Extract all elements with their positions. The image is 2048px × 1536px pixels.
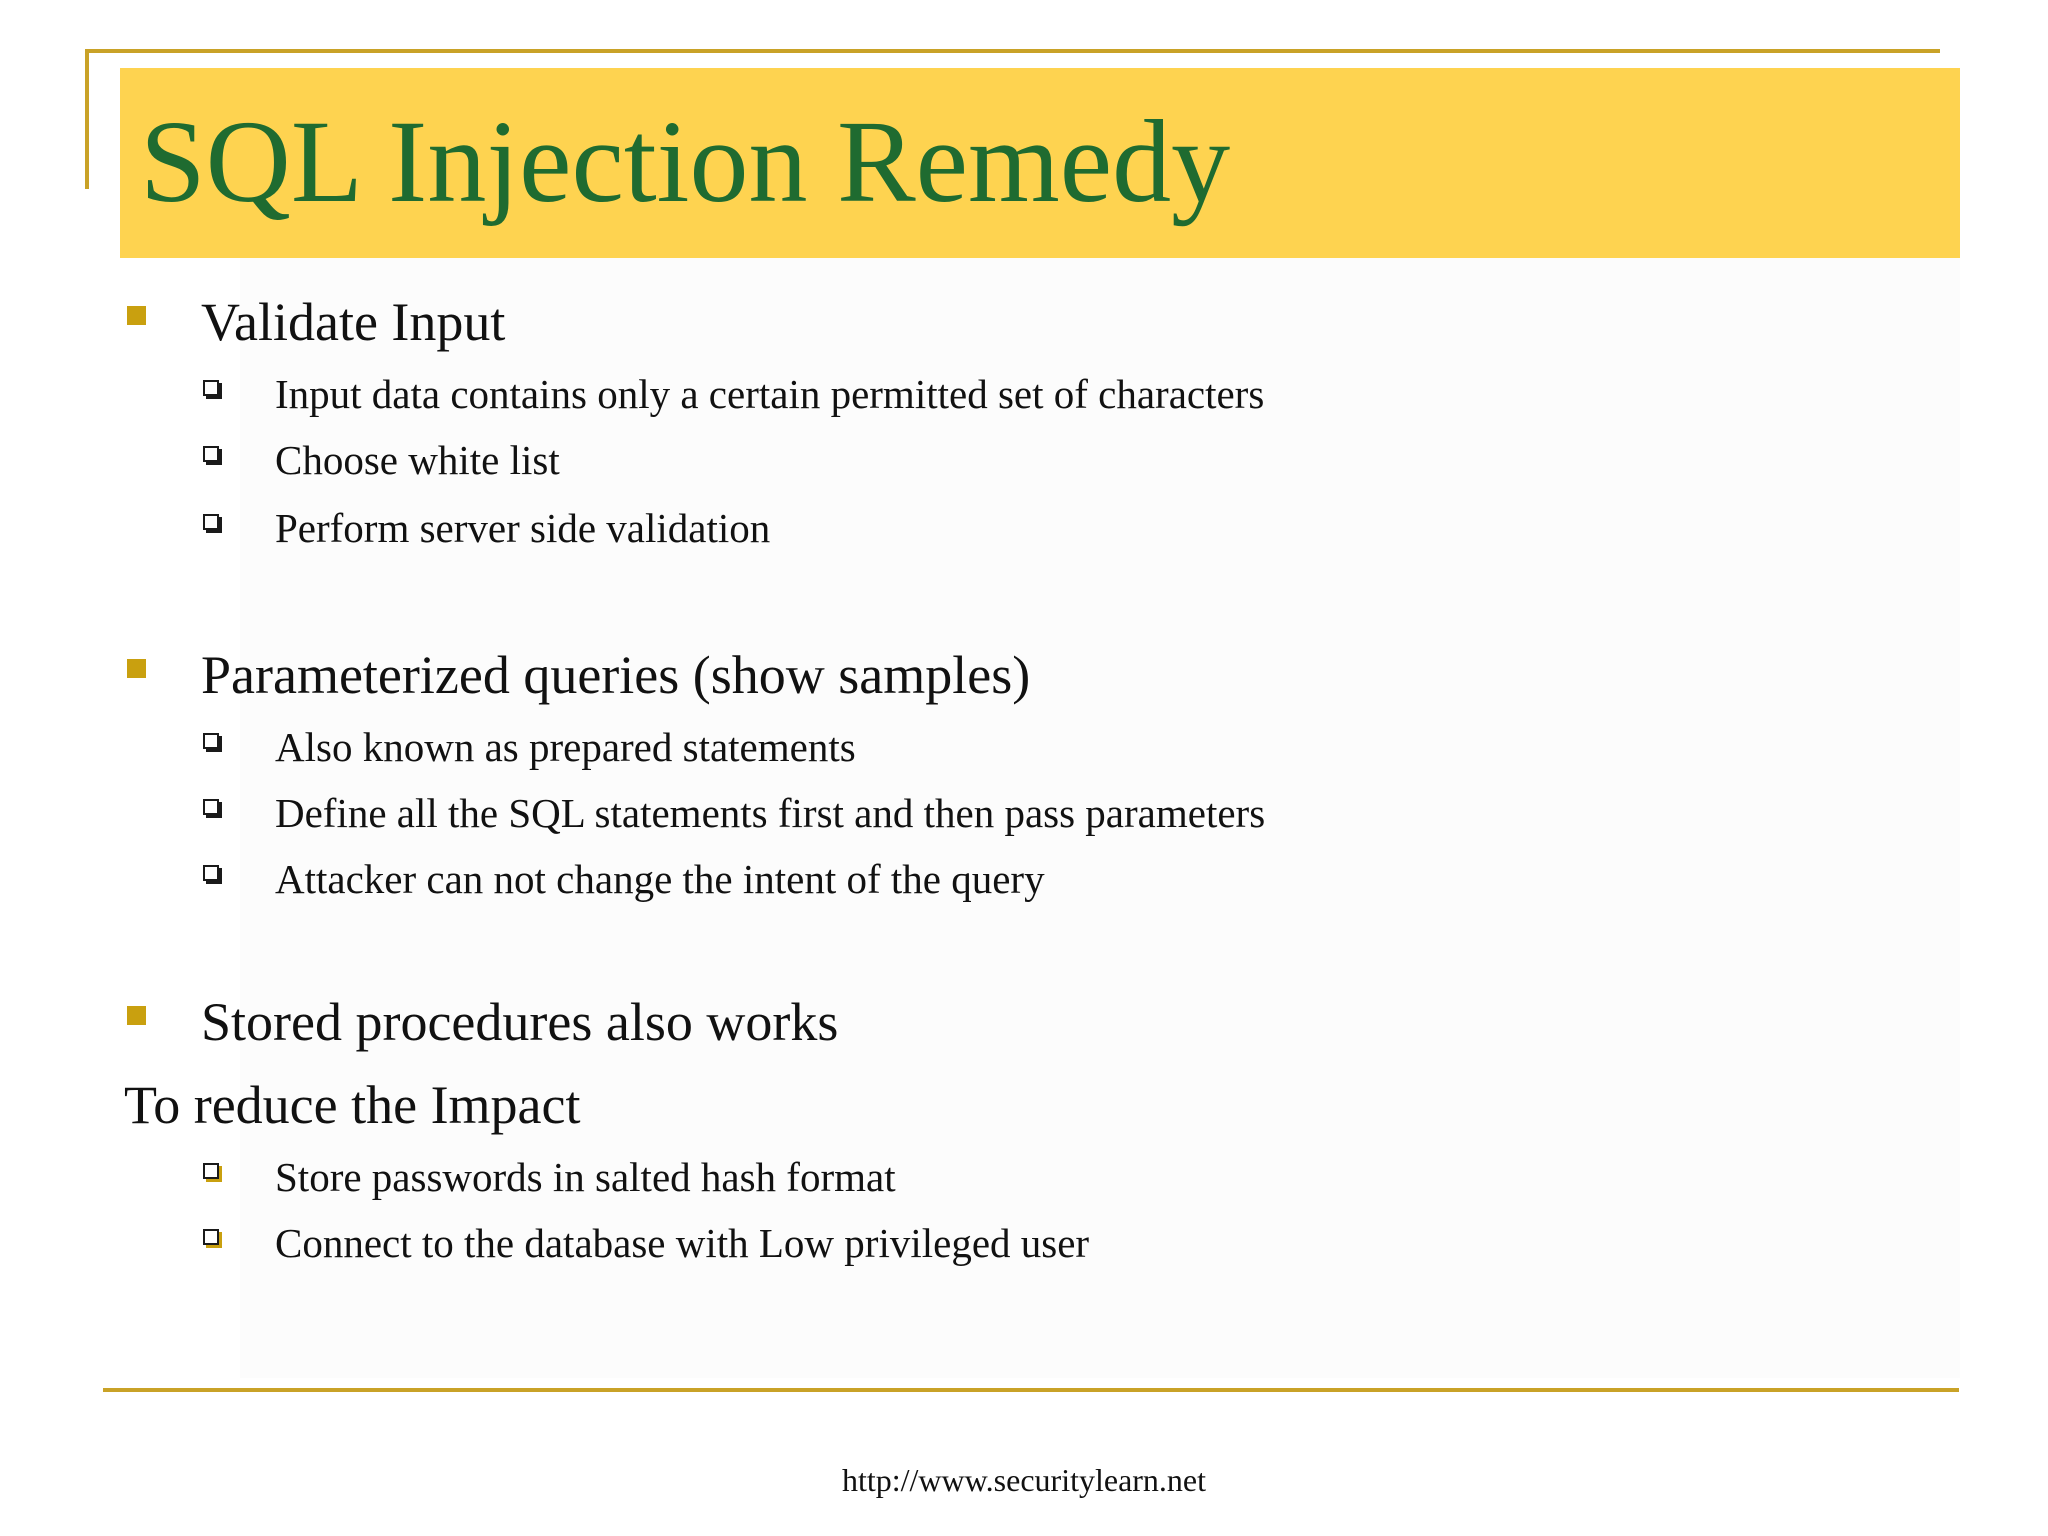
list-item: Perform server side validation (275, 505, 771, 551)
hollow-square-bullet-icon (203, 799, 219, 815)
footer-rule (103, 1388, 1959, 1392)
list-item: Connect to the database with Low privileged user (275, 1220, 1090, 1266)
hollow-square-bullet-icon (203, 1229, 219, 1245)
section-heading-validate-input: Validate Input (201, 292, 506, 352)
list-item: Input data contains only a certain permitted set of characters (275, 371, 1265, 417)
slide-title: SQL Injection Remedy (140, 96, 1231, 227)
hollow-square-bullet-icon (203, 446, 219, 462)
square-bullet-icon (127, 1006, 146, 1025)
section-heading-stored-procedures: Stored procedures also works (201, 992, 839, 1052)
square-bullet-icon (127, 659, 146, 678)
hollow-square-bullet-icon (203, 380, 219, 396)
list-item: Choose white list (275, 437, 560, 483)
list-item: Define all the SQL statements first and then pass parameters (275, 790, 1266, 836)
square-bullet-icon (127, 306, 146, 325)
hollow-square-bullet-icon (203, 733, 219, 749)
list-item: Store passwords in salted hash format (275, 1154, 896, 1200)
hollow-square-bullet-icon (203, 514, 219, 530)
hollow-square-bullet-icon (203, 1163, 219, 1179)
list-item: Attacker can not change the intent of the query (275, 856, 1045, 902)
section-heading-parameterized-queries: Parameterized queries (show samples) (201, 645, 1031, 705)
impact-heading: To reduce the Impact (124, 1075, 581, 1135)
frame-left-rule (85, 49, 89, 189)
hollow-square-bullet-icon (203, 865, 219, 881)
footer-url: http://www.securitylearn.net (841, 1462, 1207, 1498)
frame-top-rule (85, 49, 1940, 53)
list-item: Also known as prepared statements (275, 724, 856, 770)
